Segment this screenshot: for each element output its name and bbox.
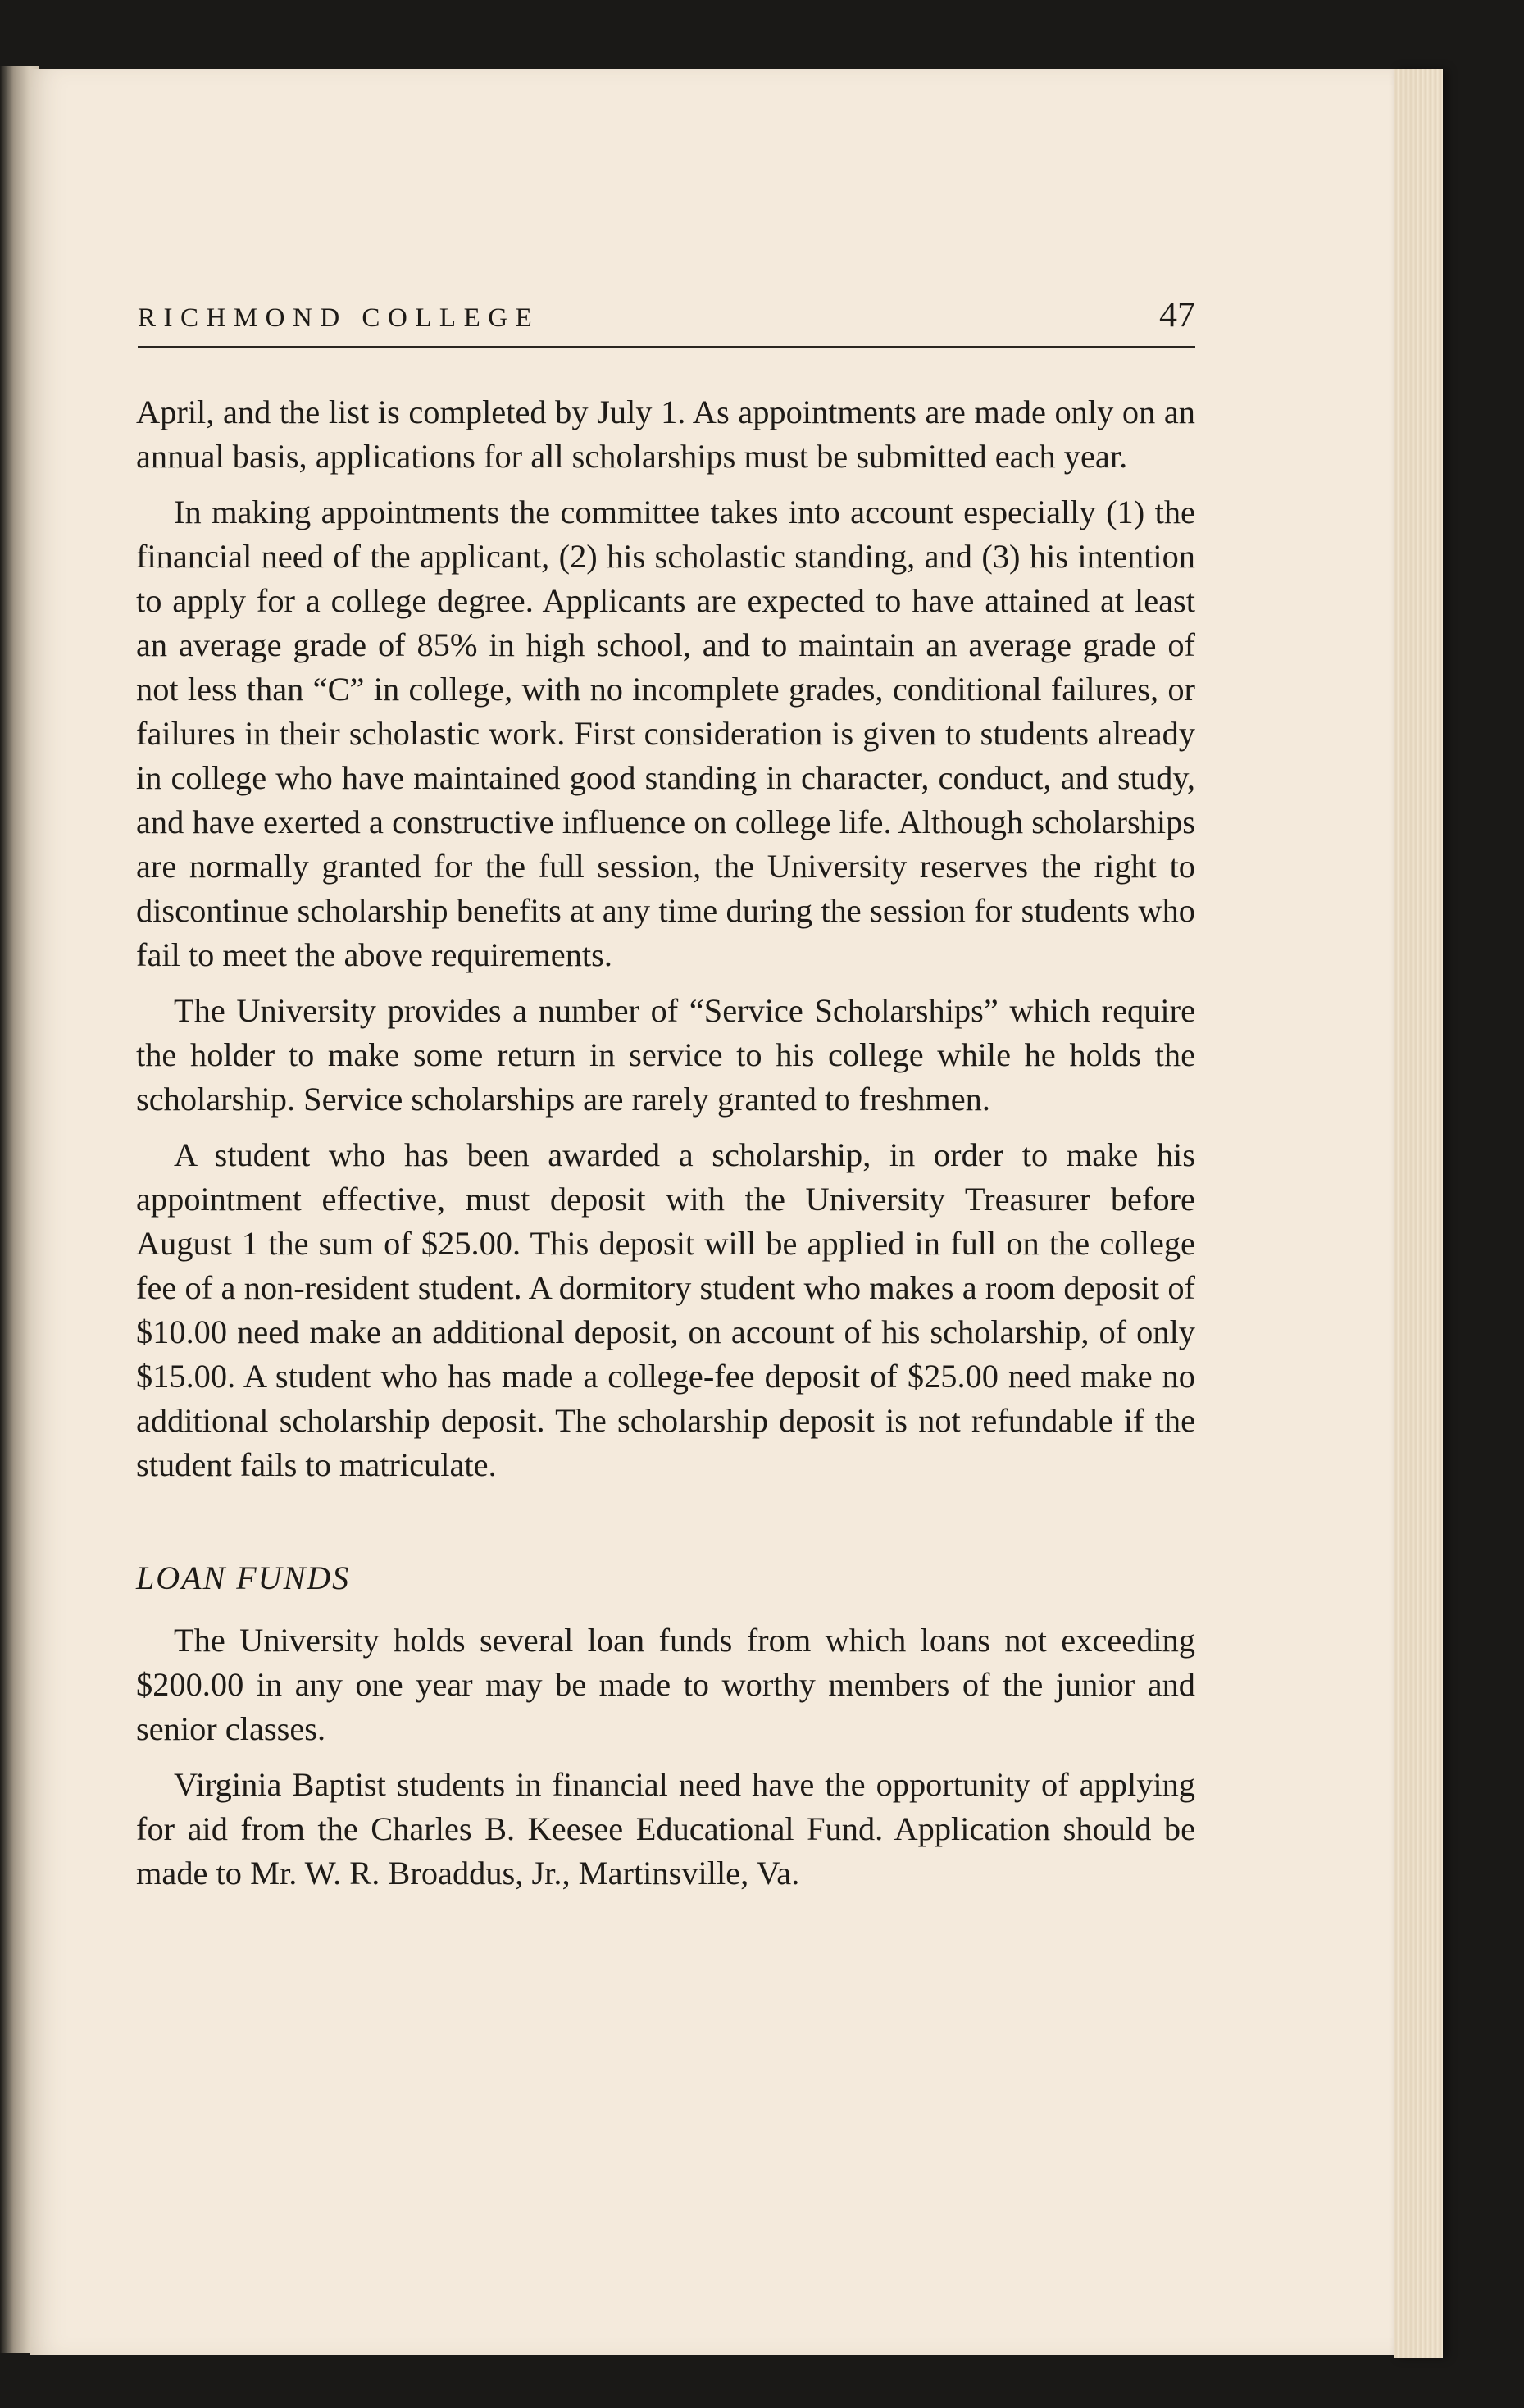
paragraph-service-scholarships: The University provides a number of “Service Scholarships” which require the holder to make some return in service to his college while he holds the scholarship. Service scholarships are rarely granted to freshmen. (136, 992, 1195, 1118)
right-page-edges (1394, 69, 1443, 2358)
page-body (136, 390, 1195, 1907)
page-number: 47 (1159, 294, 1195, 335)
paragraph-keesee-fund: Virginia Baptist students in financial need have the opportunity of applying for aid from the Charles B. Keesee Educational Fund. Application should be made to Mr. W. R. Broaddus, Jr., Martinsville, Va. (136, 1766, 1195, 1891)
header-rule (138, 346, 1195, 348)
section-heading-loan-funds: LOAN FUNDS (136, 1559, 351, 1596)
paragraph-continued: April, and the list is completed by July 1. As appointments are made only on an annual basis, applications for all scholarships must be submitted each year. (136, 394, 1195, 475)
paragraph-loan-funds: The University holds several loan funds from which loans not exceeding $200.00 in any one year may be made to worthy members of the junior and senior classes. (136, 1622, 1195, 1747)
running-header (105, 294, 1195, 357)
running-title: RICHMOND COLLEGE (138, 303, 540, 333)
paragraph-appointment-criteria: In making appointments the committee takes into account especially (1) the financial need of the applicant, (2) his scholastic standing, and (3) his intention to apply for a college degree. Applicants are expected to have attained at least an average grade of 85% in high school, and to maintain an average grade of not less than “C” in college, with no incomplete grades, conditional failures, or failures in their scholastic work. First consideration is given to students already in college who have maintained good standing in character, conduct, and study, and have exerted a constructive influence on college life. Although scholarships are normally granted for the full session, the University reserves the right to discontinue scholarship benefits at any time during the session for students who fail to meet the above requirements. (136, 494, 1195, 973)
paragraph-scholarship-deposit: A student who has been awarded a scholarship, in order to make his appointment effective, must deposit with the University Treasurer before August 1 the sum of $25.00. This deposit will be applied in full on the college fee of a non-resident student. A dormitory student who makes a room deposit of $10.00 need make an additional deposit, on account of his scholarship, of only $15.00. A student who has made a college-fee deposit of $25.00 need make no additional scholarship deposit. The scholarship deposit is not refundable if the student fails to matriculate. (136, 1136, 1195, 1483)
